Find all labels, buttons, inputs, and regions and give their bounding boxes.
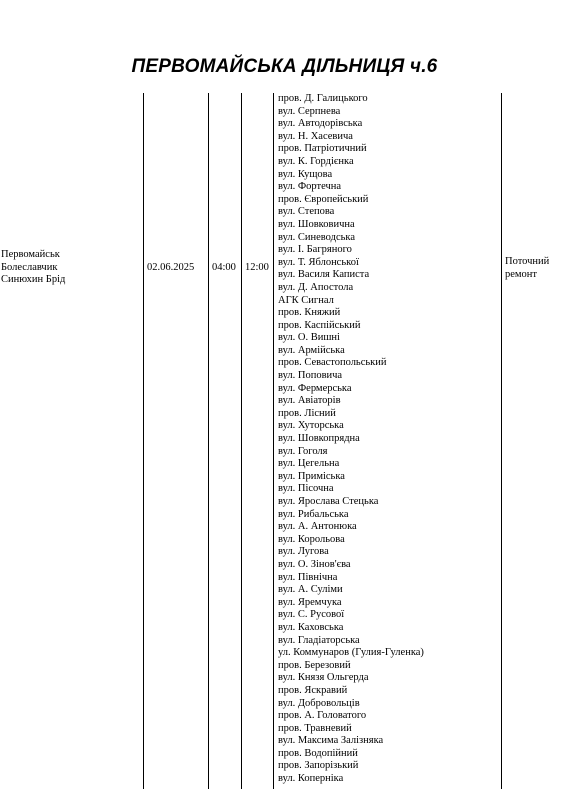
street-item: вул. Приміська xyxy=(278,470,345,482)
street-item: ул. Коммунаров (Гулия-Гуленка) xyxy=(278,647,424,659)
page-title: ПЕРВОМАЙСЬКА ДІЛЬНИЦЯ ч.6 xyxy=(131,56,438,77)
table-column-divider xyxy=(208,93,209,789)
street-item: вул. Серпнева xyxy=(278,105,341,117)
street-item: пров. Запорізький xyxy=(278,760,359,772)
street-item: вул. Пісочна xyxy=(278,483,334,495)
street-item: вул. А. Суліми xyxy=(278,584,343,596)
date-cell: 02.06.2025 xyxy=(147,262,195,273)
street-item: вул. Н. Хасевича xyxy=(278,130,353,142)
street-item: вул. Добровольців xyxy=(278,697,360,709)
street-item: вул. Поповича xyxy=(278,370,343,382)
street-item: вул. Автодорівська xyxy=(278,118,363,130)
street-item: вул. Степова xyxy=(278,206,335,218)
street-item: вул. Фермерська xyxy=(278,382,352,394)
street-item: вул. С. Русової xyxy=(278,609,345,621)
street-item: вул. Авіаторів xyxy=(278,395,341,407)
street-item: вул. Кущова xyxy=(278,168,333,180)
street-item: вул. Максима Залізняка xyxy=(278,735,384,747)
table-column-divider xyxy=(241,93,242,789)
time-end-cell: 12:00 xyxy=(245,262,269,273)
street-item: пров. Каспійський xyxy=(278,319,361,331)
street-item: вул. Т. Яблонської xyxy=(278,256,359,268)
reason-line: ремонт xyxy=(505,268,538,280)
street-item: вул. Лугова xyxy=(278,546,329,558)
settlement-name: Болеславчик xyxy=(1,261,58,273)
street-item: пров. Княжий xyxy=(278,307,341,319)
street-item: вул. О. Зінов'єва xyxy=(278,558,351,570)
street-item: пров. Лісний xyxy=(278,407,336,419)
street-item: пров. Водопійний xyxy=(278,747,358,759)
street-item: вул. Гладіаторська xyxy=(278,634,360,646)
street-item: вул. К. Гордієнка xyxy=(278,155,354,167)
street-item: пров. Севастопольський xyxy=(278,357,387,369)
reason-cell xyxy=(505,256,549,281)
street-item: АГК Сигнал xyxy=(278,294,334,306)
table-column-divider xyxy=(143,93,144,789)
reason-line: Поточний xyxy=(505,256,550,267)
time-start-cell: 04:00 xyxy=(212,262,236,273)
street-item: вул. Корольова xyxy=(278,533,345,545)
street-item: пров. Яскравий xyxy=(278,684,348,696)
street-item: пров. Березовий xyxy=(278,659,351,671)
street-item: вул. Гоголя xyxy=(278,445,328,457)
street-item: вул. Д. Апостола xyxy=(278,281,354,293)
street-item: вул. Шовковична xyxy=(278,218,355,230)
street-item: пров. А. Головатого xyxy=(278,710,367,722)
street-item: пров. Патріотичний xyxy=(278,143,367,155)
street-item: вул. Північна xyxy=(278,571,338,583)
street-item: вул. Хуторська xyxy=(278,420,344,432)
street-item: пров. Д. Галицького xyxy=(278,93,368,104)
street-item: вул. О. Вишні xyxy=(278,332,340,344)
settlement-name: Синюхин Брід xyxy=(1,274,66,286)
street-item: вул. Василя Каписта xyxy=(278,269,370,281)
street-item: вул. Ярослава Стецька xyxy=(278,496,379,507)
street-item: вул. Коперніка xyxy=(278,773,344,785)
street-item: вул. Шовкопрядна xyxy=(278,433,360,445)
streets-list xyxy=(278,93,424,786)
street-item: вул. Каховська xyxy=(278,621,344,633)
street-item: пров. Травневий xyxy=(278,722,352,734)
table-column-divider xyxy=(501,93,502,789)
street-item: вул. Князя Ольгерда xyxy=(278,672,369,684)
street-item: вул. А. Антонюка xyxy=(278,521,357,533)
table-column-divider xyxy=(273,93,274,789)
street-item: вул. Цегельна xyxy=(278,458,340,470)
street-item: вул. І. Багряного xyxy=(278,244,352,256)
street-item: вул. Яремчука xyxy=(278,596,342,608)
street-item: вул. Синеводська xyxy=(278,231,356,243)
street-item: вул. Фортечна xyxy=(278,181,342,193)
street-item: пров. Європейський xyxy=(278,193,369,205)
settlements-cell xyxy=(1,249,65,287)
street-item: вул. Армійська xyxy=(278,344,345,356)
street-item: вул. Рибальська xyxy=(278,508,349,520)
settlement-name: Первомайськ xyxy=(1,249,60,260)
